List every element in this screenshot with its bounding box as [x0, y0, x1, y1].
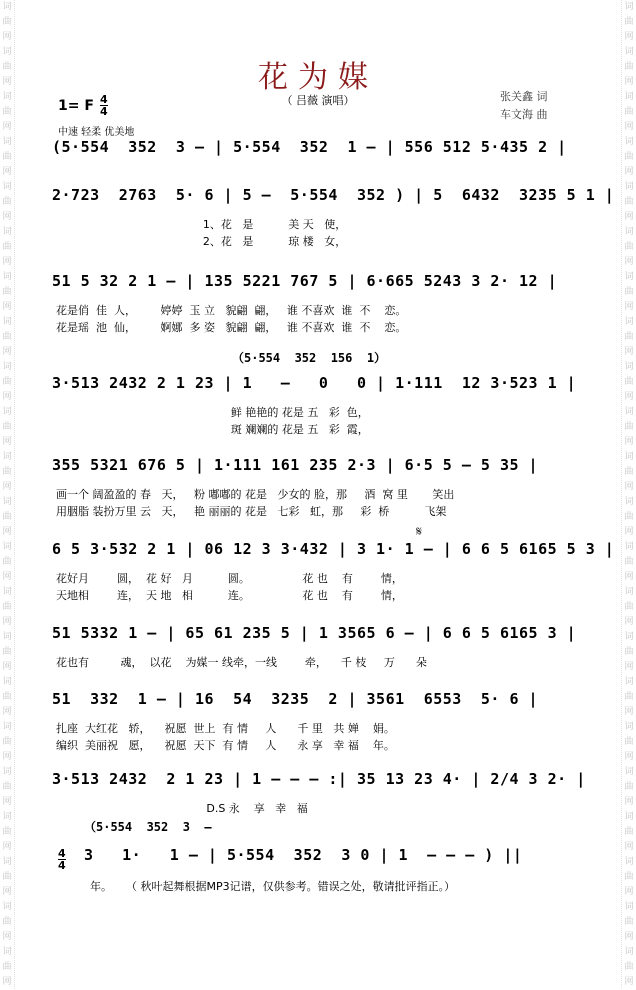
notation-line: 51 5332 1 – | 65 61 235 5 | 1 3565 6 – | 6 6 5 6165 3 | — [52, 624, 577, 642]
notation-line: 3·513 2432 2 1 23 | 1 – 0 0 | 1·111 12 3·523 1 | — [52, 374, 577, 392]
lyric-line: 画一个 阔盈盈的 春 天， 粉 嘟嘟的 花是 少女的 脸，那 酒 窝 里 笑出 — [56, 488, 455, 501]
notation-line: (5·554 352 3 – | 5·554 352 1 – | 556 512 5·435 2 | — [52, 138, 567, 156]
time-bottom: 4 — [100, 105, 108, 118]
singer-credit: （ 吕薇 演唱） — [281, 94, 355, 107]
key-signature: 1= F — [58, 98, 94, 114]
lyric-line: 扎座 大红花 轿， 祝愿 世上 有 情 人 千 里 共 婵 娟。 — [56, 722, 395, 735]
song-title: 花为媒 — [258, 60, 378, 95]
left-watermark-strip: 词曲网词曲网词曲网词曲网词曲网词曲网词曲网词曲网词曲网词曲网词曲网词曲网词曲网词曲网词曲网词曲网词曲网词曲网词曲网词曲网词曲网词曲网 — [0, 0, 15, 989]
lyric-line: 天地相 连， 天 地 相 连。 花 也 有 情， — [56, 589, 403, 602]
notation-line: 6 5 3·532 2 1 | 06 12 3 3·432 | 3 1· 1 – | 6 6 5 6165 5 3 | — [52, 540, 615, 558]
notation-line: 3 1· 1 – | 5·554 352 3 0 | 1 – – – ) || — [84, 846, 523, 864]
notation-line: 51 332 1 – | 16 54 3235 2 | 3561 6553 5· 6 | — [52, 690, 539, 708]
time-top: 4 — [58, 847, 66, 860]
notation-line: 355 5321 676 5 | 1·111 161 235 2·3 | 6·5 5 – 5 35 | — [52, 456, 539, 474]
time-top: 4 — [100, 93, 108, 106]
lyric-line: 花也有 魂， 以花 为媒一 线牵，一线 牵， 千 枝 万 朵 — [56, 656, 427, 669]
lyric-line: 斑 斓斓的 花是 五 彩 霞， — [56, 423, 369, 436]
lyric-line: 花是瑶 池 仙， 婀娜 多 姿 貌翩 翩， 谁 不喜欢 谁 不 恋。 — [56, 321, 407, 334]
time-signature — [100, 94, 108, 117]
notation-line: 2·723 2763 5· 6 | 5 – 5·554 352 ) | 5 6432 3235 5 1 | — [52, 186, 615, 204]
notation-line: 51 5 32 2 1 – | 135 5221 767 5 | 6·665 5243 3 2· 12 | — [52, 272, 558, 290]
lyricist-credit: 张关鑫 词 — [500, 90, 548, 103]
lyric-line: 花是俏 佳 人， 婷婷 玉 立 貌翩 翩， 谁 不喜欢 谁 不 恋。 — [56, 304, 407, 317]
lyric-line: 用胭脂 装扮万里 云 天， 艳 丽丽的 花是 七彩 虹，那 彩 桥 飞架 — [56, 505, 447, 518]
tempo-marking: 中速 轻柔 优美地 — [58, 127, 135, 138]
intro-bracket-bottom: （5·554 352 3 – — [84, 820, 212, 834]
notation-line: 3·513 2432 2 1 23 | 1 – – – :| 35 13 23 4· | 2/4 3 2· | — [52, 770, 586, 788]
time-bottom: 4 — [58, 859, 66, 872]
composer-credit: 车文海 曲 — [500, 108, 548, 121]
lyric-line: 年。 （ 秋叶起舞根据MP3记谱，仅供参考。错误之处，敬请批评指正。） — [90, 880, 456, 893]
right-watermark-strip: 词曲网词曲网词曲网词曲网词曲网词曲网词曲网词曲网词曲网词曲网词曲网词曲网词曲网词曲网词曲网词曲网词曲网词曲网词曲网词曲网词曲网词曲网 — [621, 0, 636, 989]
lyric-line: 1、花 是 美 天 使， — [56, 218, 347, 231]
lyric-line: 鲜 艳艳的 花是 五 彩 色， — [56, 406, 369, 419]
lyric-line: D.S 永 享 幸 福 — [56, 802, 308, 815]
intro-bracket-top: （5·554 352 156 1） — [232, 351, 387, 365]
lyric-line: 花好月 圆， 花 好 月 圆。 花 也 有 情， — [56, 572, 403, 585]
lyric-line: 2、花 是 琼 楼 女， — [56, 235, 347, 248]
lyric-line: 编织 美丽祝 愿， 祝愿 天下 有 情 人 永 享 幸 福 年。 — [56, 739, 395, 752]
time-signature-final — [58, 848, 66, 871]
segno-sign: 𝄋 — [416, 524, 423, 540]
